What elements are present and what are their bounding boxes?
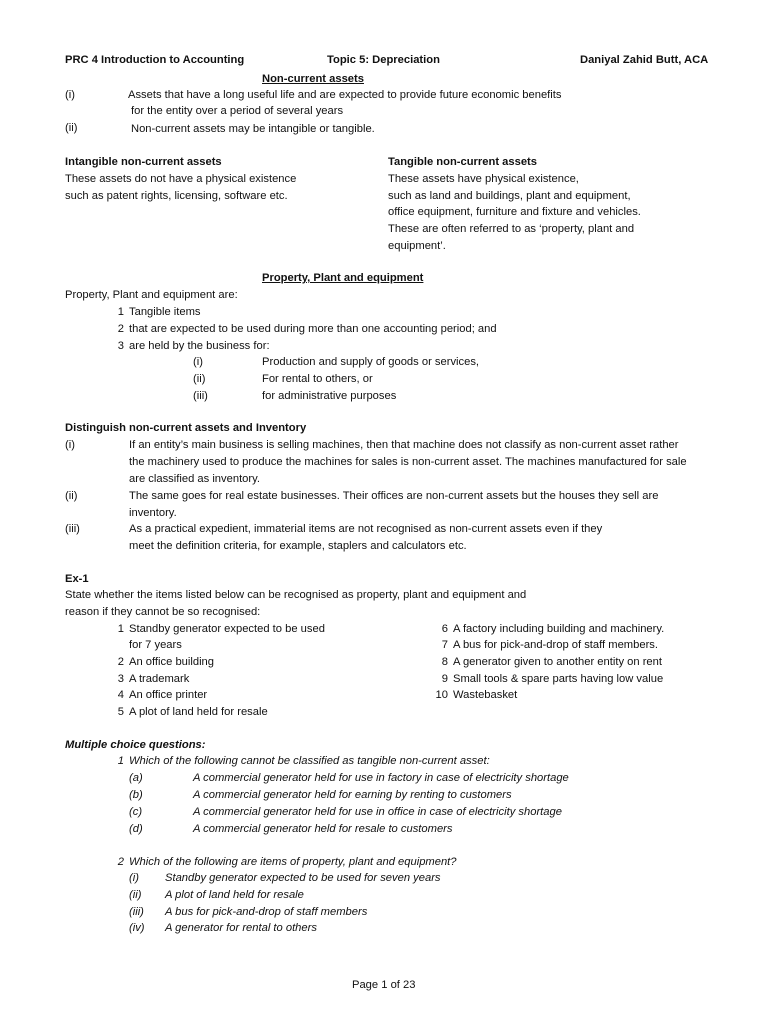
list-item-text: for 7 years [129, 639, 182, 651]
section-title-ppe: Property, Plant and equipment [262, 272, 424, 284]
list-item-text: inventory. [129, 507, 177, 519]
list-number: 9 [441, 673, 448, 685]
tangible-text: equipment’. [388, 240, 446, 252]
list-number: 5 [117, 706, 124, 718]
option-label: (d) [129, 823, 143, 835]
sub-list-text: Production and supply of goods or services, [262, 356, 480, 368]
option-text: A commercial generator held for use in factory in case of electricity shortage [193, 772, 569, 784]
list-item-text: An office printer [129, 689, 208, 701]
list-item-text: Wastebasket [453, 689, 518, 701]
option-label: (iv) [129, 922, 145, 934]
list-item-text: Standby generator expected to be used [129, 623, 325, 635]
option-label: (ii) [129, 889, 142, 901]
list-item-text: are held by the business for: [129, 340, 270, 352]
section-title-non-current-assets: Non-current assets [262, 73, 364, 85]
list-item-text: The same goes for real estate businesses. Their offices are non-current assets but the houses they sell are [129, 490, 659, 502]
option-text: A commercial generator held for earning by renting to customers [193, 789, 512, 801]
list-item-text: As a practical expedient, immaterial items are not recognised as non-current assets even if they [129, 523, 603, 535]
tangible-heading: Tangible non-current assets [388, 156, 537, 168]
list-item-text: A generator given to another entity on rent [453, 656, 662, 668]
option-text: A plot of land held for resale [165, 889, 304, 901]
list-number: 3 [117, 673, 124, 685]
question-text: Which of the following cannot be classified as tangible non-current asset: [129, 755, 490, 767]
option-label: (iii) [129, 906, 144, 918]
tangible-text: office equipment, furniture and fixture and vehicles. [388, 206, 641, 218]
exercise-instructions: State whether the items listed below can be recognised as property, plant and equipment and [65, 589, 527, 601]
tangible-text: These assets have physical existence, [388, 173, 579, 185]
option-text: A bus for pick-and-drop of staff members [165, 906, 368, 918]
option-text: A commercial generator held for use in office in case of electricity shortage [193, 806, 562, 818]
intangible-text: such as patent rights, licensing, software etc. [65, 190, 288, 202]
tangible-text: such as land and buildings, plant and equipment, [388, 190, 631, 202]
question-number: 2 [117, 856, 124, 868]
list-item-text: A factory including building and machinery. [453, 623, 665, 635]
list-item-text: An office building [129, 656, 215, 668]
header-course: PRC 4 Introduction to Accounting [65, 54, 245, 66]
list-item-text: that are expected to be used during more than one accounting period; and [129, 323, 497, 335]
option-label: (b) [129, 789, 143, 801]
ppe-intro: Property, Plant and equipment are: [65, 289, 238, 301]
list-number: 6 [441, 623, 448, 635]
sub-list-number: (iii) [193, 390, 208, 402]
list-number: 10 [435, 689, 448, 701]
list-item-text: Small tools & spare parts having low value [453, 673, 664, 685]
sub-list-text: for administrative purposes [262, 390, 397, 402]
sub-list-text: For rental to others, or [262, 373, 373, 385]
list-number: 2 [117, 656, 124, 668]
list-item-text: A trademark [129, 673, 190, 685]
list-number: 4 [117, 689, 124, 701]
tangible-text: These are often referred to as ‘property, plant and [388, 223, 635, 235]
list-number: 8 [441, 656, 448, 668]
list-item-text: Assets that have a long useful life and are expected to provide future economic benefits [128, 89, 562, 101]
list-item-text: meet the definition criteria, for example, staplers and calculators etc. [129, 540, 467, 552]
list-number: 7 [441, 639, 448, 651]
list-number: (i) [65, 439, 75, 451]
option-text: A generator for rental to others [165, 922, 317, 934]
option-label: (i) [129, 872, 139, 884]
list-item-text: A bus for pick-and-drop of staff members. [453, 639, 658, 651]
list-item-text: the machinery used to produce the machines for sales is non-current asset. The machines manufactured for sale [129, 456, 687, 468]
list-item-text: Non-current assets may be intangible or tangible. [131, 123, 375, 135]
page-number: Page 1 of 23 [352, 979, 416, 991]
header-author: Daniyal Zahid Butt, ACA [580, 54, 709, 66]
header-topic: Topic 5: Depreciation [327, 54, 440, 66]
list-number: (iii) [65, 523, 80, 535]
list-number: 1 [117, 306, 124, 318]
mcq-heading: Multiple choice questions: [65, 739, 206, 751]
distinguish-heading: Distinguish non-current assets and Inventory [65, 422, 307, 434]
list-item-text: A plot of land held for resale [129, 706, 268, 718]
sub-list-number: (ii) [193, 373, 206, 385]
exercise-heading: Ex-1 [65, 573, 89, 585]
option-label: (a) [129, 772, 143, 784]
list-number: 1 [117, 623, 124, 635]
list-number: 3 [117, 340, 124, 352]
list-number: 2 [117, 323, 124, 335]
list-item-text: Tangible items [129, 306, 201, 318]
option-text: A commercial generator held for resale to customers [193, 823, 453, 835]
list-number: (ii) [65, 490, 78, 502]
question-number: 1 [117, 755, 124, 767]
option-text: Standby generator expected to be used for seven years [165, 872, 441, 884]
sub-list-number: (i) [193, 356, 203, 368]
intangible-text: These assets do not have a physical existence [65, 173, 297, 185]
list-item-text: are classified as inventory. [129, 473, 260, 485]
list-item-text: If an entity’s main business is selling machines, then that machine does not classify as non-current asset rather [129, 439, 679, 451]
intangible-heading: Intangible non-current assets [65, 156, 222, 168]
list-item-text: for the entity over a period of several years [131, 105, 344, 117]
option-label: (c) [129, 806, 143, 818]
exercise-instructions: reason if they cannot be so recognised: [65, 606, 261, 618]
list-number: (i) [65, 89, 75, 101]
list-number: (ii) [65, 122, 78, 134]
question-text: Which of the following are items of property, plant and equipment? [129, 856, 457, 868]
